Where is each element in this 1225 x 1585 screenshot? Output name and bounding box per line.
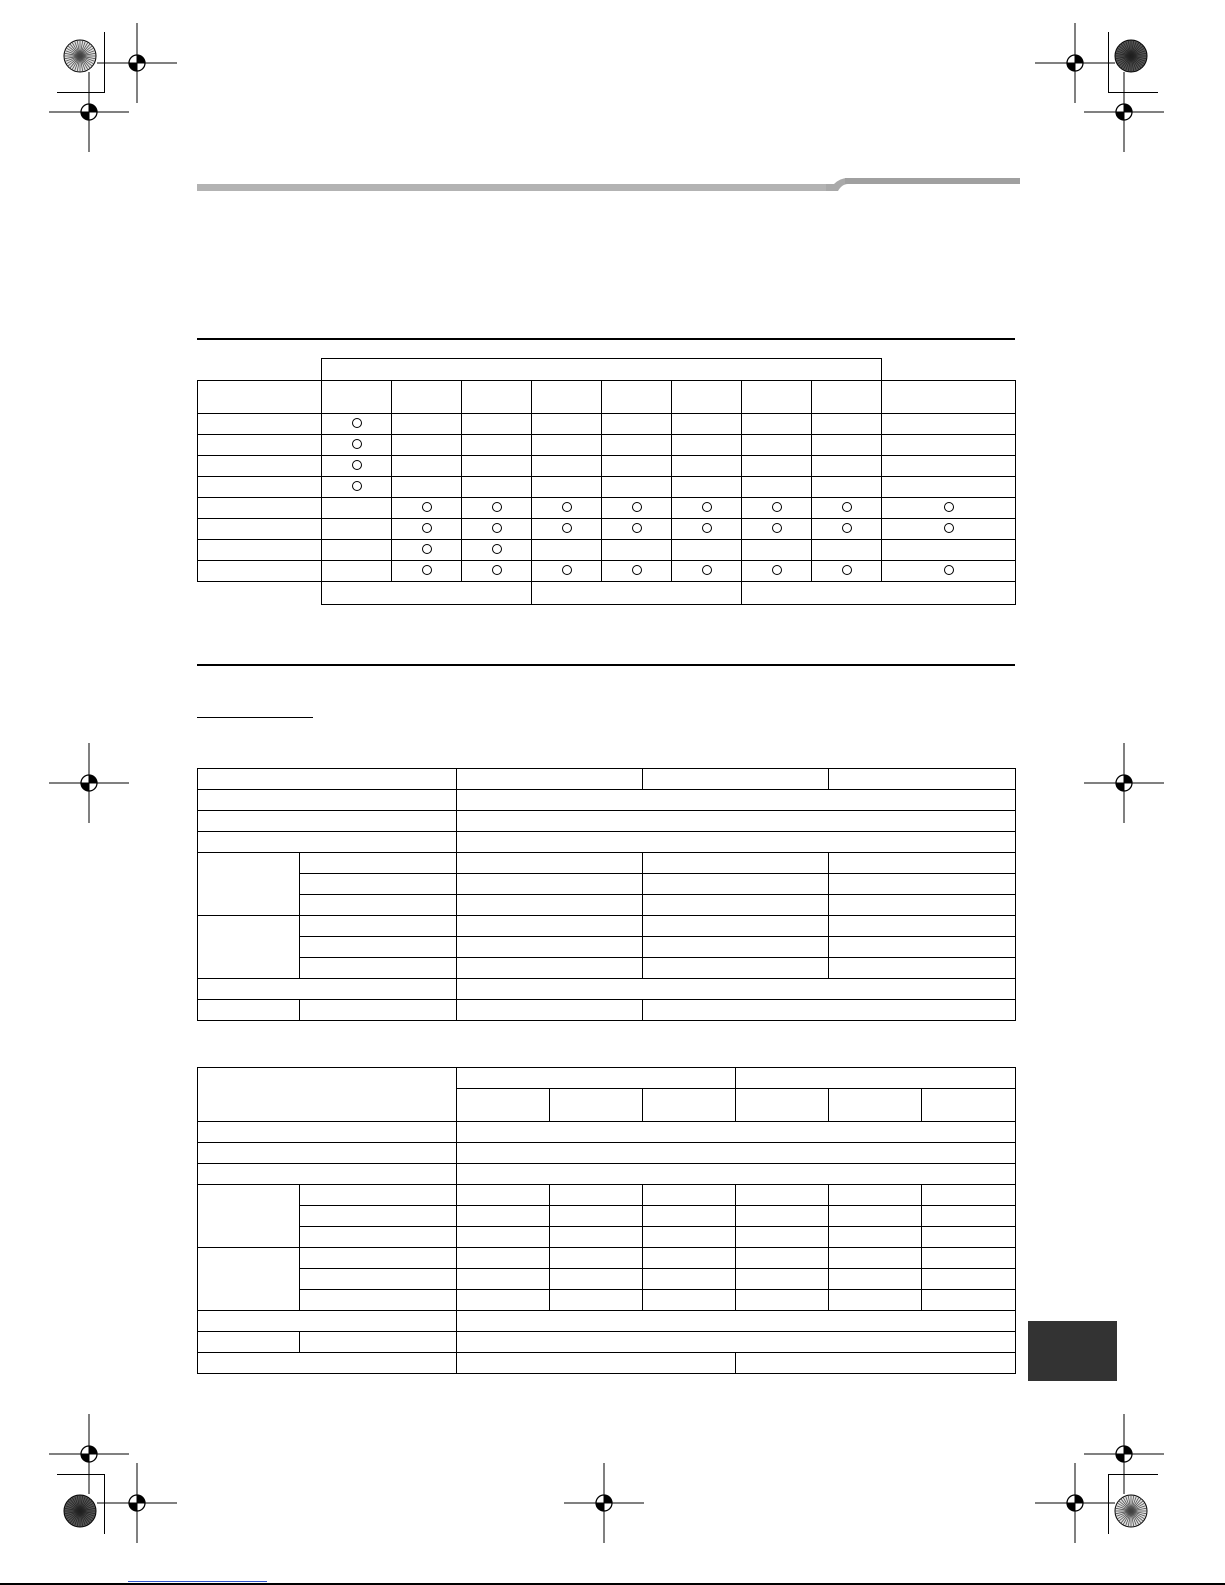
spec-table-2 (197, 1067, 1016, 1374)
table-row (198, 456, 1016, 477)
table-cell (672, 477, 742, 498)
table-cell (742, 498, 812, 519)
compatible-mark-icon (842, 523, 852, 533)
table-cell (882, 477, 1016, 498)
crosshair-icon (49, 72, 129, 152)
starburst-icon (62, 1493, 98, 1529)
section-rule-1 (197, 338, 1015, 340)
table-cell (882, 414, 1016, 435)
compatible-mark-icon (492, 544, 502, 554)
compatible-mark-icon (702, 523, 712, 533)
starburst-icon (62, 38, 98, 74)
table-cell (742, 414, 812, 435)
table-cell (602, 498, 672, 519)
compatible-mark-icon (772, 565, 782, 575)
starburst-icon (1113, 38, 1149, 74)
table-cell (742, 477, 812, 498)
footer-group-3 (742, 582, 1016, 605)
compatible-mark-icon (944, 565, 954, 575)
crosshair-icon (49, 743, 129, 823)
crop-line (1108, 32, 1109, 92)
table-cell (742, 561, 812, 582)
table-cell (812, 435, 882, 456)
table-cell (602, 540, 672, 561)
footer-group-1 (322, 582, 532, 605)
table-cell (322, 498, 392, 519)
crop-line (1108, 92, 1158, 93)
table-cell (532, 498, 602, 519)
table-cell (462, 477, 532, 498)
table-cell (322, 456, 392, 477)
starburst-icon (1113, 1493, 1149, 1529)
table-cell (462, 540, 532, 561)
compatible-mark-icon (352, 481, 362, 491)
table-cell (672, 414, 742, 435)
table-cell (742, 435, 812, 456)
table-cell (392, 456, 462, 477)
table-cell (532, 456, 602, 477)
table-cell (392, 519, 462, 540)
table-cell (392, 561, 462, 582)
table-cell (322, 561, 392, 582)
crosshair-icon (97, 1463, 177, 1543)
table-row (198, 561, 1016, 582)
row-label (198, 519, 322, 540)
spec-table-1 (197, 768, 1016, 1021)
row-label (198, 414, 322, 435)
table-cell (882, 498, 1016, 519)
compatible-mark-icon (492, 565, 502, 575)
table-cell (392, 477, 462, 498)
section-tab (1028, 1321, 1117, 1381)
row-label (198, 540, 322, 561)
compatible-mark-icon (702, 502, 712, 512)
table-cell (532, 477, 602, 498)
table-cell (812, 414, 882, 435)
compatible-mark-icon (632, 523, 642, 533)
table-cell (672, 540, 742, 561)
compatible-mark-icon (562, 502, 572, 512)
table-row (198, 519, 1016, 540)
crop-line (57, 1474, 104, 1475)
compatible-mark-icon (352, 460, 362, 470)
table-cell (532, 540, 602, 561)
table-cell (322, 540, 392, 561)
table-cell (322, 414, 392, 435)
section-rule-2 (197, 664, 1015, 666)
table-cell (392, 498, 462, 519)
crosshair-icon (1084, 72, 1164, 152)
compatible-mark-icon (562, 523, 572, 533)
compatible-mark-icon (772, 523, 782, 533)
table-cell (532, 519, 602, 540)
compatible-mark-icon (702, 565, 712, 575)
compatible-mark-icon (422, 565, 432, 575)
crop-line (1108, 1474, 1158, 1475)
table-cell (672, 456, 742, 477)
table-cell (812, 519, 882, 540)
table-cell (392, 414, 462, 435)
crop-line (104, 1474, 105, 1534)
compatible-mark-icon (632, 565, 642, 575)
table-cell (882, 540, 1016, 561)
table-cell (602, 414, 672, 435)
table-cell (672, 561, 742, 582)
table-row (198, 540, 1016, 561)
table-cell (462, 561, 532, 582)
table-cell (602, 456, 672, 477)
table-row (198, 477, 1016, 498)
footer-group-2 (532, 582, 742, 605)
crop-line (104, 32, 105, 92)
table-cell (812, 498, 882, 519)
table-cell (742, 540, 812, 561)
compatible-mark-icon (422, 502, 432, 512)
table-cell (532, 561, 602, 582)
compatible-mark-icon (842, 565, 852, 575)
crop-line (57, 92, 104, 93)
table-cell (742, 519, 812, 540)
crosshair-icon (1035, 1463, 1115, 1543)
table-cell (602, 561, 672, 582)
column-header-row (198, 381, 1016, 414)
compatible-mark-icon (944, 523, 954, 533)
table-cell (812, 540, 882, 561)
table-cell (322, 477, 392, 498)
table-cell (882, 519, 1016, 540)
crosshair-icon (564, 1463, 644, 1543)
table-cell (462, 435, 532, 456)
table-cell (322, 519, 392, 540)
table-cell (602, 435, 672, 456)
compatibility-table (197, 358, 1016, 605)
subheading-underline (197, 717, 313, 718)
compatible-mark-icon (352, 418, 362, 428)
compatible-mark-icon (842, 502, 852, 512)
row-label (198, 477, 322, 498)
table-cell (602, 477, 672, 498)
row-label (198, 561, 322, 582)
header-rule (197, 184, 837, 191)
crop-line (1108, 1474, 1109, 1534)
table-cell (742, 456, 812, 477)
row-label (198, 498, 322, 519)
compatible-mark-icon (944, 502, 954, 512)
table-cell (392, 435, 462, 456)
table-cell (602, 519, 672, 540)
table-cell (812, 477, 882, 498)
table-cell (532, 435, 602, 456)
compatible-mark-icon (492, 523, 502, 533)
compatible-mark-icon (492, 502, 502, 512)
table-cell (882, 561, 1016, 582)
compatible-mark-icon (562, 565, 572, 575)
compatible-mark-icon (352, 439, 362, 449)
table-row (198, 498, 1016, 519)
footer-link-underline (128, 1581, 267, 1582)
table-cell (882, 435, 1016, 456)
compatible-mark-icon (422, 523, 432, 533)
table-cell (462, 498, 532, 519)
table-cell (532, 414, 602, 435)
table-row (198, 435, 1016, 456)
row-label (198, 435, 322, 456)
table-cell (322, 435, 392, 456)
table-cell (392, 540, 462, 561)
table-cell (462, 414, 532, 435)
crosshair-icon (1084, 743, 1164, 823)
table-cell (812, 456, 882, 477)
table-cell (462, 519, 532, 540)
compatible-mark-icon (422, 544, 432, 554)
group-header (322, 359, 882, 381)
header-rule-right (845, 178, 1020, 184)
table-cell (672, 435, 742, 456)
table-row (198, 414, 1016, 435)
compatible-mark-icon (772, 502, 782, 512)
table-cell (672, 519, 742, 540)
compatible-mark-icon (632, 502, 642, 512)
table-cell (672, 498, 742, 519)
table-cell (462, 456, 532, 477)
row-label (198, 456, 322, 477)
table-cell (812, 561, 882, 582)
table-cell (882, 456, 1016, 477)
